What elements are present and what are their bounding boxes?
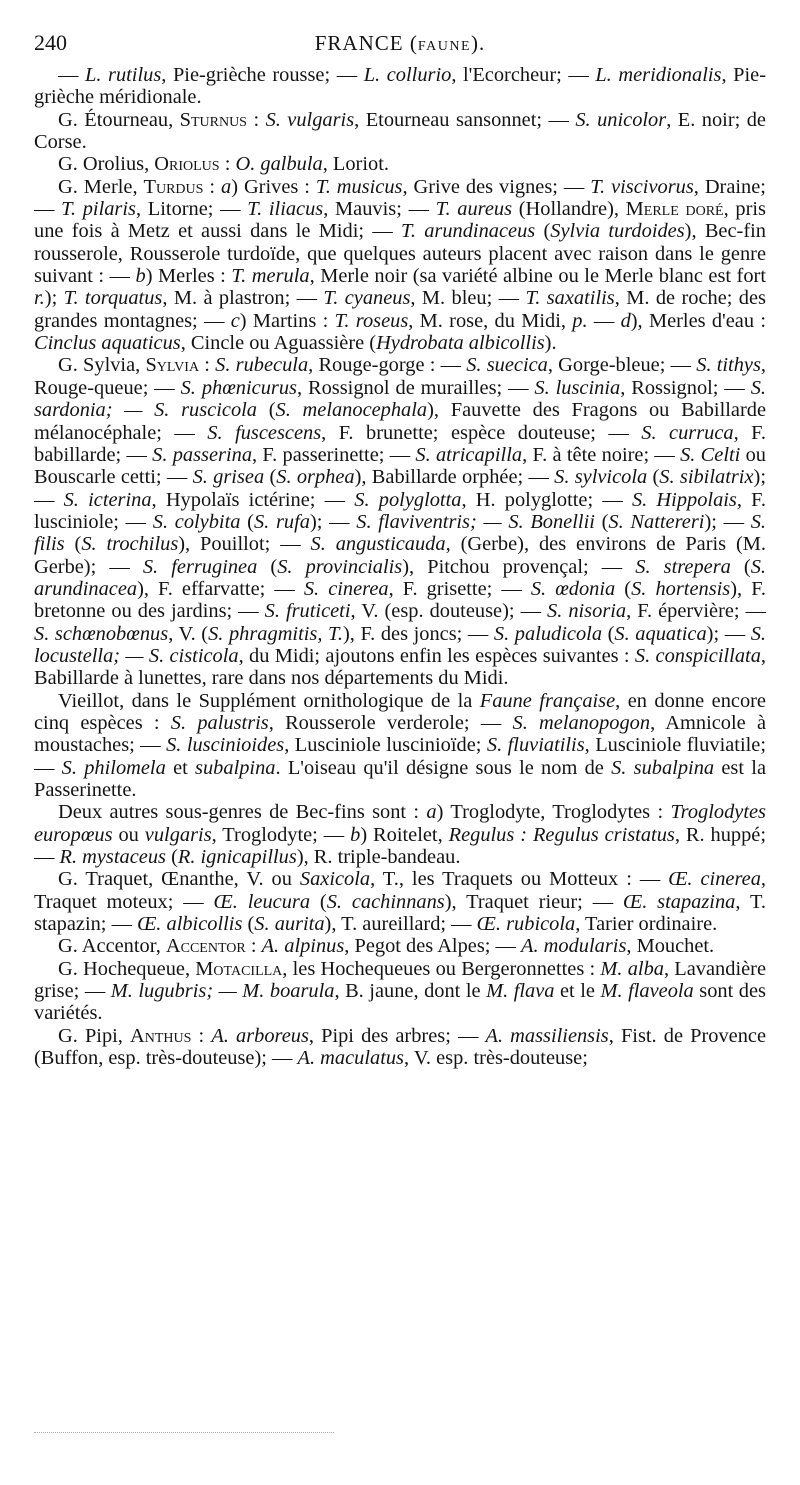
text-run: — — [58, 64, 85, 86]
italic-run: M. flaveola — [600, 980, 694, 1003]
text-run: , V. (esp. douteuse); — — [350, 600, 547, 623]
italic-run: R. mystaceus — [59, 846, 166, 869]
paragraph — [34, 690, 766, 802]
italic-run: Sylvia turdoides — [550, 220, 685, 243]
italic-run: S. colybita — [152, 510, 241, 533]
paragraph — [34, 868, 766, 935]
text-run: , Hypolaïs ictérine; — — [151, 488, 355, 511]
text-run: ); — — [706, 622, 751, 645]
text-run: sont des variétés. — [34, 980, 766, 1025]
italic-run: S. phragmitis, T. — [208, 622, 343, 645]
italic-run: S. unicolor — [575, 108, 667, 131]
paragraph — [34, 153, 766, 175]
text-run: et le — [554, 980, 601, 1003]
text-run: ), Bec-fin rousserole, Rousserole turdoïde, que quelques auteurs placent avec raison dans le genre suivant : — — [34, 220, 766, 288]
text-run: , E. noir; de Corse. — [34, 108, 766, 154]
text-run: G. Merle, — [58, 175, 144, 198]
text-run: G. Accentor, — [58, 935, 166, 958]
text-run: ), R. triple-bandeau. — [296, 846, 461, 869]
italic-run: subalpina — [195, 756, 276, 779]
paragraph — [34, 801, 766, 868]
text-run: (Hollandre), — [512, 198, 626, 221]
italic-run: S. luscinioides — [166, 734, 285, 757]
small-caps-run: Motacilla — [195, 957, 283, 980]
italic-run: T. saxatilis — [525, 287, 615, 310]
italic-run: A. arboreus — [211, 1024, 309, 1047]
text-run: , Merle noir (sa variété albine ou le Merle blanc est fort — [309, 265, 766, 288]
italic-run: L. collurio — [363, 64, 452, 86]
small-caps-run: Oriolus — [154, 153, 220, 176]
italic-run: S. phœnicurus — [180, 376, 297, 399]
text-run: ( — [257, 399, 276, 422]
text-run: , R. huppé; — — [34, 823, 766, 869]
text-run: , Traquet moteux; — — [34, 868, 766, 913]
text-run: et — [165, 756, 196, 779]
italic-run: T. musicus — [315, 175, 403, 198]
text-run: , H. polyglotte; — — [461, 488, 632, 511]
text-run: Deux autres sous-genres de Bec-fins sont : — [58, 801, 427, 824]
italic-run: S. sardonia; — S. ruscicola — [34, 376, 766, 422]
text-run: , Draine; — — [34, 175, 766, 221]
text-run: , F. épervière; — — [626, 600, 767, 623]
italic-run: b — [135, 265, 146, 288]
italic-run: L. meridionalis — [595, 64, 722, 86]
italic-run: S. nisoria — [547, 600, 627, 623]
italic-run: T. torquatus — [63, 287, 163, 310]
text-run: ) Merles : — [145, 265, 232, 288]
text-run: , Mouchet. — [626, 935, 715, 958]
italic-run: S. locustella; — S. cisticola — [34, 622, 767, 667]
text-run: , F. passerinette; — — [252, 443, 416, 466]
text-run: , pris une fois à Metz et aussi dans le Midi; — — [34, 198, 766, 243]
text-run: G. Étourneau, — [58, 108, 180, 131]
running-head: FRANCE (FAUNE). — [314, 31, 486, 55]
text-run: ) Grives : — [231, 175, 316, 198]
italic-run: M. lugubris; — M. boarula — [110, 980, 335, 1003]
text-run: ), Traquet rieur; — — [444, 890, 623, 913]
text-run: , Babillarde à lunettes, rare dans nos départements du Midi. — [34, 644, 766, 690]
italic-run: S. filis — [34, 510, 767, 556]
italic-run: A. massiliensis — [485, 1024, 609, 1047]
italic-run: T. iliacus — [247, 198, 324, 221]
text-run: , Amnicole à moustaches; — — [34, 711, 766, 757]
text-run: , Rossignol de murailles; — — [296, 376, 535, 399]
body-text — [34, 64, 766, 1069]
text-run: G. Orolius, — [58, 153, 155, 176]
text-run: G. Hochequeue, — [58, 957, 196, 980]
italic-run: Œ. leucura — [213, 890, 311, 913]
text-run: ). — [544, 332, 557, 355]
text-run: . L'oiseau qu'il désigne sous le nom de — [275, 756, 612, 779]
italic-run: M. flava — [486, 980, 555, 1003]
text-run: , Litorne; — — [135, 198, 248, 221]
italic-run: T. cyaneus — [323, 287, 411, 310]
italic-run: S. orphea — [276, 466, 355, 489]
text-run: ); — — [704, 510, 751, 533]
italic-run: S. tithys — [696, 354, 761, 377]
italic-run: S. icterina — [63, 488, 152, 511]
italic-run: S. melanopogon — [512, 711, 651, 734]
italic-run: a — [221, 175, 232, 198]
italic-run: S. atricapilla — [415, 443, 523, 466]
italic-run: r. — [34, 287, 45, 310]
small-caps-run: Sylvia — [145, 354, 200, 377]
italic-run: A. modularis — [521, 935, 627, 958]
text-run: ) Martins : — [239, 309, 335, 332]
text-run: , Cincle ou Aguassière ( — [180, 332, 377, 355]
text-run: , Gorge-bleue; — — [547, 354, 697, 377]
text-run: , Lusciniole luscinioïde; — [284, 734, 487, 757]
text-run: , du Midi; ajoutons enfin les espèces suivantes : — [238, 644, 635, 667]
text-run: ), Pitchou provençal; — — [402, 555, 636, 578]
text-run: ( — [240, 510, 254, 533]
italic-run: S. suecica — [466, 354, 548, 377]
italic-run: S. flaviventris; — S. Bonellii — [356, 510, 595, 533]
text-run: , F. babillarde; — — [34, 421, 766, 466]
running-head-subtitle: FAUNE — [417, 39, 471, 54]
text-run: , Fist. de Provence (Buffon, esp. très-douteuse); — — [34, 1024, 766, 1070]
text-run: , Tarier ordinaire. — [575, 913, 718, 936]
text-run: ( — [730, 555, 751, 578]
italic-run: S. rubecula — [215, 354, 309, 377]
small-caps-run: Turdus — [143, 175, 204, 198]
small-caps-run: Anthus — [130, 1024, 192, 1047]
italic-run: S. schœnobœnus — [34, 622, 169, 645]
italic-run: T. merula — [231, 265, 310, 288]
text-run: ), Fauvette des Fragons ou Babillarde mélanocéphale; — — [34, 399, 767, 444]
italic-run: p. — [572, 309, 588, 332]
italic-run: S. Celti — [680, 443, 741, 466]
italic-run: a — [426, 801, 437, 824]
text-run: ), Pouillot; — — [178, 533, 311, 556]
italic-run: S. hortensis — [631, 577, 731, 600]
paragraph — [34, 958, 766, 1025]
running-head-title: FRANCE — [314, 31, 404, 55]
italic-run: S. fluviatilis — [486, 734, 585, 757]
italic-run: c — [230, 309, 240, 332]
italic-run: S. ferruginea — [142, 555, 258, 578]
text-run: ); — [44, 287, 64, 310]
italic-run: Troglodytes europœus — [34, 801, 766, 846]
italic-run: A. alpinus — [261, 935, 345, 958]
italic-run: S. passerina — [152, 443, 253, 466]
text-run: , V. esp. très-douteuse; — [404, 1047, 588, 1070]
text-run: ); — — [309, 510, 357, 533]
italic-run: S. polyglotta — [354, 488, 462, 511]
text-run: : — [219, 153, 236, 176]
text-run: ( — [242, 913, 255, 936]
small-caps-run: Sturnus — [179, 108, 247, 131]
text-run: , B. jaune, dont le — [334, 980, 487, 1003]
italic-run: S. subalpina — [611, 756, 715, 779]
italic-run: L. rutilus — [84, 64, 162, 86]
text-run: est la Passerinette. — [34, 756, 766, 801]
paragraph — [34, 64, 766, 109]
italic-run: S. arundinacea — [34, 555, 767, 600]
text-run: , M. à plastron; — — [162, 287, 324, 310]
text-run: , Loriot. — [322, 153, 389, 176]
italic-run: M. alba — [600, 957, 664, 980]
italic-run: S. aurita — [254, 913, 325, 936]
small-caps-run: Merle doré — [625, 198, 724, 221]
italic-run: S. fuscescens — [207, 421, 322, 444]
paragraph — [34, 935, 766, 957]
text-run: , F. grisette; — — [388, 577, 531, 600]
italic-run: S. fruticeti — [264, 600, 351, 623]
italic-run: S. angusticauda — [310, 533, 446, 556]
text-run: : — [203, 175, 222, 198]
italic-run: S. aquatica — [614, 622, 707, 645]
italic-run: Hydrobata albicollis — [376, 332, 545, 355]
italic-run: A. maculatus — [297, 1047, 404, 1070]
small-caps-run: Accentor — [165, 935, 246, 958]
page-number: 240 — [34, 30, 67, 55]
italic-run: Œ. stapazina — [622, 890, 736, 913]
text-run: , T. stapazin; — — [34, 890, 766, 936]
text-run: ( — [310, 890, 327, 913]
text-run: , T., les Traquets ou Motteux : — — [370, 868, 669, 891]
text-run: ou — [112, 823, 145, 846]
italic-run: S. Hippolais — [631, 488, 737, 511]
italic-run: T. arundinaceus — [401, 220, 536, 243]
italic-run: S. cachinnans — [326, 890, 445, 913]
italic-run: vulgaris — [144, 823, 212, 846]
italic-run: S. paludicola — [493, 622, 603, 645]
text-run: , Lavandière grise; — — [34, 957, 766, 1003]
text-run: , Lusciniole fluviatile; — — [34, 734, 767, 779]
text-run: , Pie-grièche rousse; — — [161, 64, 364, 86]
text-run: G. Pipi, — [58, 1024, 131, 1047]
text-run: , les Hochequeues ou Bergeronnettes : — [282, 957, 601, 980]
text-run: ( — [64, 533, 82, 556]
italic-run: S. sylvicola — [554, 466, 648, 489]
italic-run: S. curruca — [641, 421, 734, 444]
italic-run: b — [350, 823, 361, 846]
italic-run: Cinclus aquaticus — [34, 332, 181, 355]
text-run: ( — [535, 220, 551, 243]
text-run: ou Bouscarle cetti; — — [34, 443, 767, 489]
italic-run: S. melanocephala — [275, 399, 428, 422]
text-run: : — [246, 108, 266, 131]
italic-run: R. ignicapillus — [177, 846, 297, 869]
italic-run: S. cinerea — [303, 577, 389, 600]
italic-run: S. strepera — [635, 555, 731, 578]
footer-rule — [34, 1432, 334, 1433]
italic-run: S. provincialis — [277, 555, 403, 578]
text-run: , Grive des vignes; — — [402, 175, 591, 198]
text-run: : — [245, 935, 262, 958]
text-run: , Troglodyte; — — [211, 823, 351, 846]
paragraph — [34, 1025, 766, 1070]
text-run: , V. ( — [168, 622, 209, 645]
paragraph — [34, 109, 766, 154]
text-run: ), F. bretonne ou des jardins; — — [34, 577, 766, 623]
paragraph — [34, 354, 766, 689]
italic-run: S. philomela — [61, 756, 166, 779]
italic-run: Regulus : Regulus cristatus — [448, 823, 675, 846]
text-run: ( — [647, 466, 660, 489]
text-run: , Pegot des Alpes; — — [344, 935, 522, 958]
text-run: , M. rose, du Midi, — [408, 309, 573, 332]
italic-run: Œ. albicollis — [137, 913, 243, 936]
text-run: : — [191, 1024, 212, 1047]
text-run: ), F. effarvatte; — — [137, 577, 304, 600]
italic-run: O. galbula — [235, 153, 323, 176]
text-run: ( — [257, 555, 278, 578]
text-run: , Etourneau sansonnet; — — [354, 108, 576, 131]
text-run: , M. de roche; des grandes montagnes; — — [34, 287, 766, 332]
italic-run: S. conspicillata — [634, 644, 761, 667]
italic-run: S. œdonia — [530, 577, 616, 600]
italic-run: T. roseus — [334, 309, 409, 332]
text-run: G. Sylvia, — [58, 354, 146, 377]
text-run: ) Roitelet, — [360, 823, 449, 846]
text-run: ), T. aureillard; — — [324, 913, 477, 936]
text-run: ( — [615, 577, 632, 600]
text-run: ), Babillarde orphée; — — [354, 466, 555, 489]
text-run: ( — [165, 846, 178, 869]
text-run: , en donne encore cinq espèces : — [34, 689, 766, 734]
text-run: G. Traquet, Œnanthe, V. ou — [58, 868, 300, 891]
italic-run: S. palustris — [170, 711, 269, 734]
text-run: , Pie-grièche méridionale. — [34, 64, 766, 109]
italic-run: d — [620, 309, 631, 332]
text-run: , Rousserole verderole; — — [268, 711, 513, 734]
text-run: , (Gerbe), des environs de Paris (M. Gerbe); — — [34, 533, 767, 578]
italic-run: Faune française — [479, 689, 616, 712]
text-run: ( — [602, 622, 615, 645]
italic-run: Œ. rubicola — [476, 913, 576, 936]
italic-run: T. aureus — [435, 198, 513, 221]
text-run: ), F. des joncs; — — [342, 622, 494, 645]
text-run: , Pipi des arbres; — — [308, 1024, 486, 1047]
italic-run: Œ. cinerea — [668, 868, 761, 891]
text-run: , F. à tête noire; — — [522, 443, 681, 466]
text-run: , Mauvis; — — [323, 198, 436, 221]
italic-run: Saxicola — [299, 868, 371, 891]
text-run: , l'Ecorcheur; — — [451, 64, 596, 86]
text-run: ); — — [34, 466, 766, 511]
text-run: ( — [264, 466, 277, 489]
text-run: ( — [594, 510, 609, 533]
paragraph — [34, 176, 766, 355]
text-run: , F. lusciniole; — — [34, 488, 766, 533]
text-run: — — [587, 309, 621, 332]
italic-run: T. pilaris — [61, 198, 136, 221]
text-run: , Rossignol; — — [620, 376, 751, 399]
italic-run: S. sibilatrix — [659, 466, 754, 489]
page-header — [34, 28, 766, 62]
text-run: ) Troglodyte, Troglodytes : — [436, 801, 671, 824]
text-run: , Rouge-queue; — — [34, 354, 766, 399]
text-run: : — [199, 354, 216, 377]
text-run: , M. bleu; — — [410, 287, 526, 310]
italic-run: S. rufa — [253, 510, 310, 533]
italic-run: S. luscinia — [534, 376, 621, 399]
text-run: , Rouge-gorge : — — [308, 354, 467, 377]
text-run: ), Merles d'eau : — [630, 309, 766, 332]
italic-run: S. Nattereri — [608, 510, 705, 533]
text-run: Vieillot, dans le Supplément ornithologique de la — [58, 689, 480, 712]
italic-run: S. trochilus — [81, 533, 179, 556]
italic-run: S. grisea — [192, 466, 265, 489]
italic-run: S. vulgaris — [265, 108, 355, 131]
italic-run: T. viscivorus — [590, 175, 694, 198]
text-run: , F. brunette; espèce douteuse; — — [321, 421, 642, 444]
